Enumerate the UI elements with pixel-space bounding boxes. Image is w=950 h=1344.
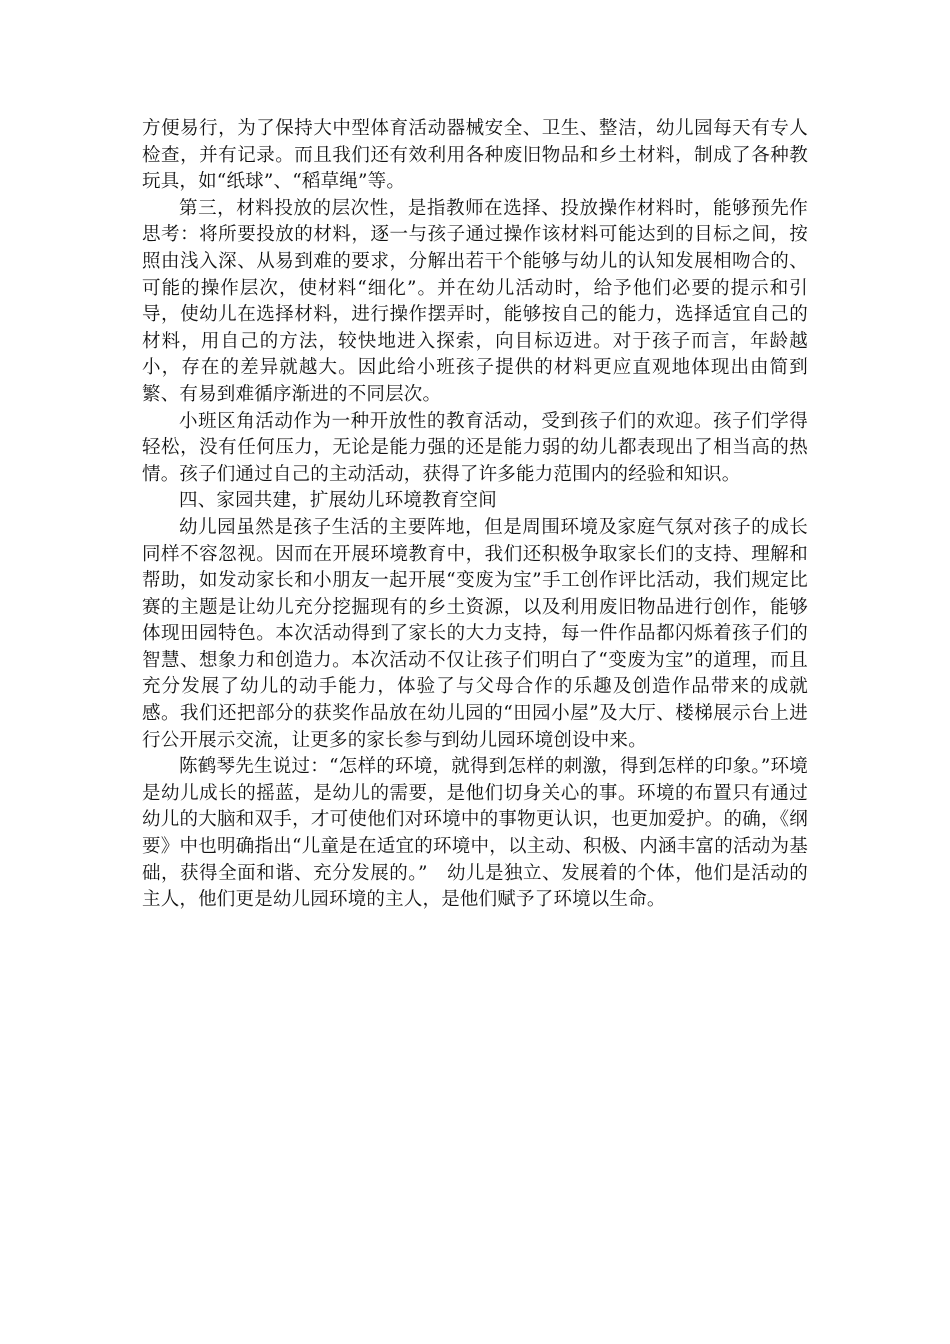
section-heading-home-school: 四、家园共建，扩展幼儿环境教育空间: [179, 490, 497, 512]
paragraph-home-school: 幼儿园虽然是孩子生活的主要阵地，但是周围环境及家庭气氛对孩子的成长同样不容忽视。因而在开展环境教育中，我们还积极争取家长们的支持、理解和帮助，如发动家长和小朋友一起开展“变废为宝”手工创作评比活动，我们规定比赛的主题是让幼儿充分挖掘现有的乡土资源，以及利用废旧物品进行创作，能够体现田园特色。本次活动得到了家长的大力支持，每一件作品都闪烁着孩子们的智慧、想象力和创造力。本次活动不仅让孩子们明白了“变废为宝”的道理，而且充分发展了幼儿的动手能力，体验了与父母合作的乐趣及创造作品带来的成就感。我们还把部分的获奖作品放在幼儿园的“田园小屋”及大厅、楼梯展示台上进行公开展示交流，让更多的家长参与到幼儿园环境创设中来。: [142, 516, 808, 751]
document-body: [142, 116, 808, 914]
paragraph-material-levels: 第三，材料投放的层次性，是指教师在选择、投放操作材料时，能够预先作思考：将所要投放的材料，逐一与孩子通过操作该材料可能达到的目标之间，按照由浅入深、从易到难的要求，分解出若干个能够与幼儿的认知发展相吻合的、可能的操作层次，使材料“细化”。并在幼儿活动时，给予他们必要的提示和引导，使幼儿在选择材料，进行操作摆弄时，能够按自己的能力，选择适宜自己的材料，用自己的方法，较快地进入探索，向目标迈进。对于孩子而言，年龄越小，存在的差异就越大。因此给小班孩子提供的材料更应直观地体现出由简到繁、有易到难循序渐进的不同层次。: [142, 197, 808, 405]
paragraph-conclusion: 陈鹤琴先生说过：“怎样的环境，就得到怎样的刺激，得到怎样的印象。”环境是幼儿成长的摇蓝，是幼儿的需要，是他们切身关心的事。环境的布置只有通过幼儿的大脑和双手，才可使他们对环境中的事物更认识，也更加爱护。的确，《纲要》中也明确指出“儿童是在适宜的环境中，以主动、积极、内涵丰富的活动为基础，获得全面和谐、充分发展的。” 幼儿是独立、发展着的个体，他们是活动的主人，他们更是幼儿园环境的主人，是他们赋予了环境以生命。: [142, 756, 808, 911]
paragraph-corner-activity: 小班区角活动作为一种开放性的教育活动，受到孩子们的欢迎。孩子们学得轻松，没有任何压力，无论是能力强的还是能力弱的幼儿都表现出了相当高的热情。孩子们通过自己的主动活动，获得了许多能力范围内的经验和知识。: [142, 410, 808, 485]
paragraph-continuation: 方便易行，为了保持大中型体育活动器械安全、卫生、整洁，幼儿园每天有专人检查，并有记录。而且我们还有效利用各种废旧物品和乡土材料，制成了各种教玩具，如“纸球”、“稻草绳”等。: [142, 118, 808, 193]
